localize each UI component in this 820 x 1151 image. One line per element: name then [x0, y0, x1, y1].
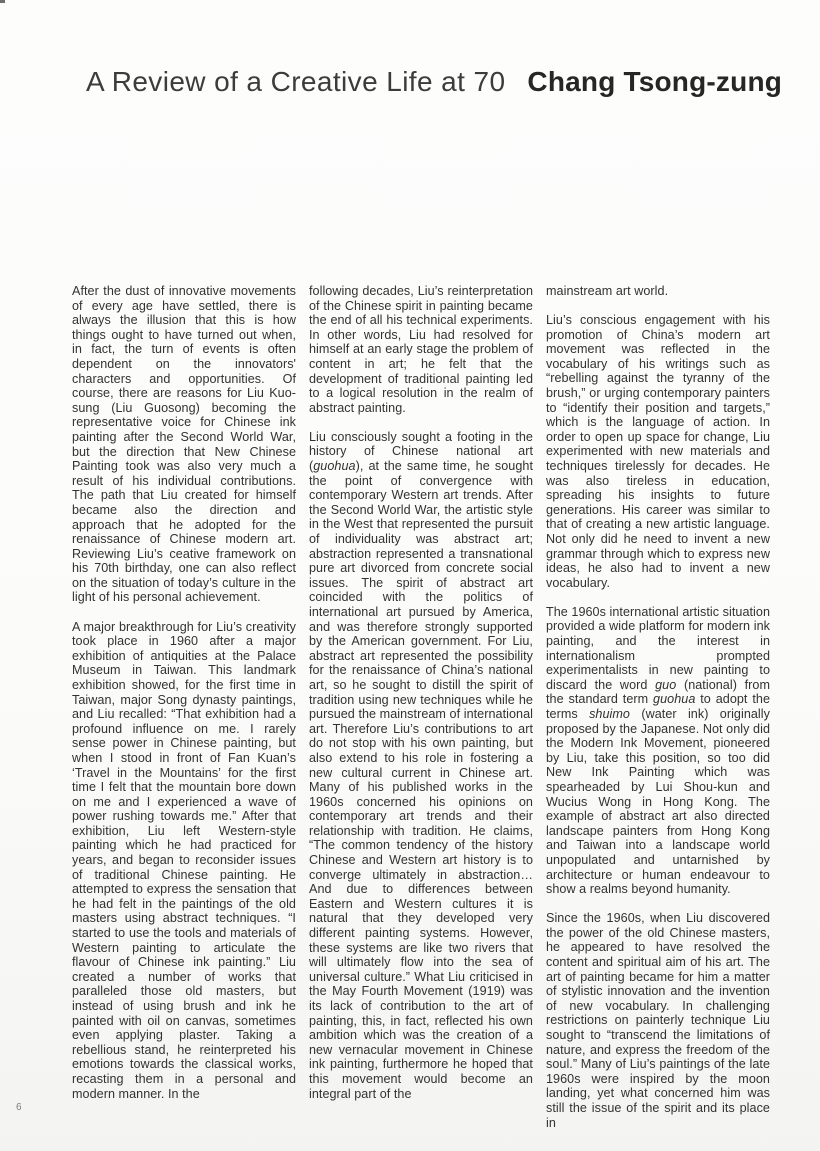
paragraph [309, 430, 533, 1101]
text-column-2 [309, 284, 533, 1130]
text-segment: ), at the same time, he sought the point of convergence with contemporary Western art trends. After the Second World War, the artistic style in the West that represented the pursuit of individuality was abstract art; abstraction represented a transnational pure art divorced from concrete social issues. The spirit of abstract art coincided with the politics of international art pursued by America, and was therefore strongly supported by the American government. For Liu, abstract art represented the possibility for the renaissance of China’s national art, so he sought to distill the spirit of tradition using new techniques while he pursued the mainstream of international art. Therefore Liu’s contributions to art do not stop with his own painting, but also extend to his role in fostering a new cultural current in Chinese art. Many of his published works in the 1960s concerned his opinions on contemporary art trends and their relationship with tradition. He claims, “The common tendency of the history Chinese and Western art history is to converge ultimately in abstraction… And due to differences between Eastern and Western cultures it is natural that they developed very different painting systems. However, these systems are like two rivers that will ultimately flow into the sea of universal culture.” What Liu criticised in the May Fourth Movement (1919) was its lack of contribution to the art of painting, this, in fact, reflected his own ambition which was the creation of a new vernacular movement in Chinese ink painting, furthermore he hoped that this movement would become an integral part of the [309, 459, 533, 1101]
text-column-1 [72, 284, 296, 1130]
text-segment: Liu consciously sought a footing in the history of Chinese national art ( [309, 429, 533, 474]
text-segment: The 1960s international artistic situation provided a wide platform for modern ink painting, and the interest in internationalism prompted experimentalists in new painting to discard the word [546, 604, 771, 692]
text-segment: Since the 1960s, when Liu discovered the power of the old Chinese masters, he appeared to have resolved the content and spiritual aim of his art. The art of painting became for him a matter of stylistic innovation and the invention of new vocabulary. In challenging restrictions on painterly technique Liu sought to “transcend the limitations of nature, and express the freedom of the soul.” Many of Liu’s paintings of the late 1960s were inspired by the moon landing, yet what concerned him was still the issue of the spirit and its place in [546, 911, 770, 1130]
paragraph [546, 313, 770, 590]
article-header [86, 66, 783, 98]
paragraph [546, 605, 770, 897]
text-segment: A major breakthrough for Liu’s creativity took place in 1960 after a major exhibition of antiquities at the Palace Museum in Taiwan. This landmark exhibition showed, for the first time in Taiwan, major Song dynasty paintings, and Liu recalled: “That exhibition had a profound influence on me. I rarely sense power in Chinese painting, but when I stood in front of Fan Kuan’s ‘Travel in the Mountains’ for the first time I felt that the mountain bore down on me and I experienced a wave of power rushing towards me.” After that exhibition, Liu left Western-style painting which he had practiced for years, and began to reconsider issues of traditional Chinese painting. He attempted to express the sensation that he had felt in the paintings of the old masters using abstract techniques. “I started to use the tools and materials of Western painting to articulate the flavour of Chinese ink painting.” Liu created a number of works that paralleled those old masters, but instead of using brush and ink he painted with oil on canvas, sometimes even applying plaster. Taking a rebellious stand, he reinterpreted his emotions towards the classical works, recasting them in a personal and modern manner. In the [72, 619, 296, 1101]
article-body [72, 284, 770, 1130]
text-segment: Liu’s conscious engagement with his promotion of China’s modern art movement was reflected in the vocabulary of his writings such as “rebelling against the tyranny of the brush,” or urging contemporary painters to “identify their position and targets,” which is the language of action. In order to open up space for change, Liu experimented with new materials and techniques tirelessly for decades. He was also tireless in education, spreading his insights to future generations. His career was similar to that of creating a new artistic language. Not only did he need to invent a new grammar through which to express new ideas, he also had to invent a new vocabulary. [546, 313, 770, 590]
text-segment: (national) from the standard term [546, 677, 771, 707]
italic-term: guo [655, 677, 677, 692]
scan-speck [0, 0, 5, 3]
italic-term: guohua [313, 459, 356, 474]
article-title: A Review of a Creative Life at 70 [86, 66, 506, 97]
text-segment: to adopt the terms [546, 692, 770, 722]
text-segment: (water ink) originally proposed by the Japanese. Not only did the Modern Ink Movement, pioneered by Liu, take this position, so too did New Ink Painting which was spearheaded by Lui Shou-kun and Wucius Wong in Hong Kong. The example of abstract art also directed landscape painters from Hong Kong and Taiwan into a landscape world unpopulated and untarnished by architecture or human endeavour to show a realms beyond humanity. [546, 707, 770, 897]
paragraph [546, 911, 770, 1130]
text-segment: following decades, Liu’s reinterpretation of the Chinese spirit in painting became the end of all his technical experiments. In other words, Liu had resolved for himself at an early stage the problem of content in art; he felt that the development of traditional painting led to a logical resolution in the realm of abstract painting. [309, 284, 533, 415]
text-segment: After the dust of innovative movements of every age have settled, there is always the illusion that this is how things ought to have turned out when, in fact, the turn of events is often dependent on the innovators' characters and opportunities. Of course, there are reasons for Liu Kuo-sung (Liu Guosong) becoming the representative voice for Chinese ink painting after the Second World War, but the direction that New Chinese Painting took was also very much a result of his individual contributions. The path that Liu created for himself became also the direction and approach that he adopted for the renaissance of Chinese modern art. Reviewing Liu’s ceative framework on his 70th birthday, one can also reflect on the situation of today’s culture in the light of his personal achievement. [72, 284, 296, 605]
page-number: 6 [16, 1102, 22, 1113]
text-segment: mainstream art world. [546, 284, 669, 298]
article-author: Chang Tsong-zung [527, 66, 783, 97]
text-column-3 [546, 284, 770, 1130]
paragraph [72, 284, 296, 605]
paragraph [546, 284, 770, 299]
paragraph [309, 284, 533, 415]
italic-term: shuimo [589, 707, 630, 722]
italic-term: guohua [653, 692, 696, 707]
paragraph [72, 620, 296, 1102]
